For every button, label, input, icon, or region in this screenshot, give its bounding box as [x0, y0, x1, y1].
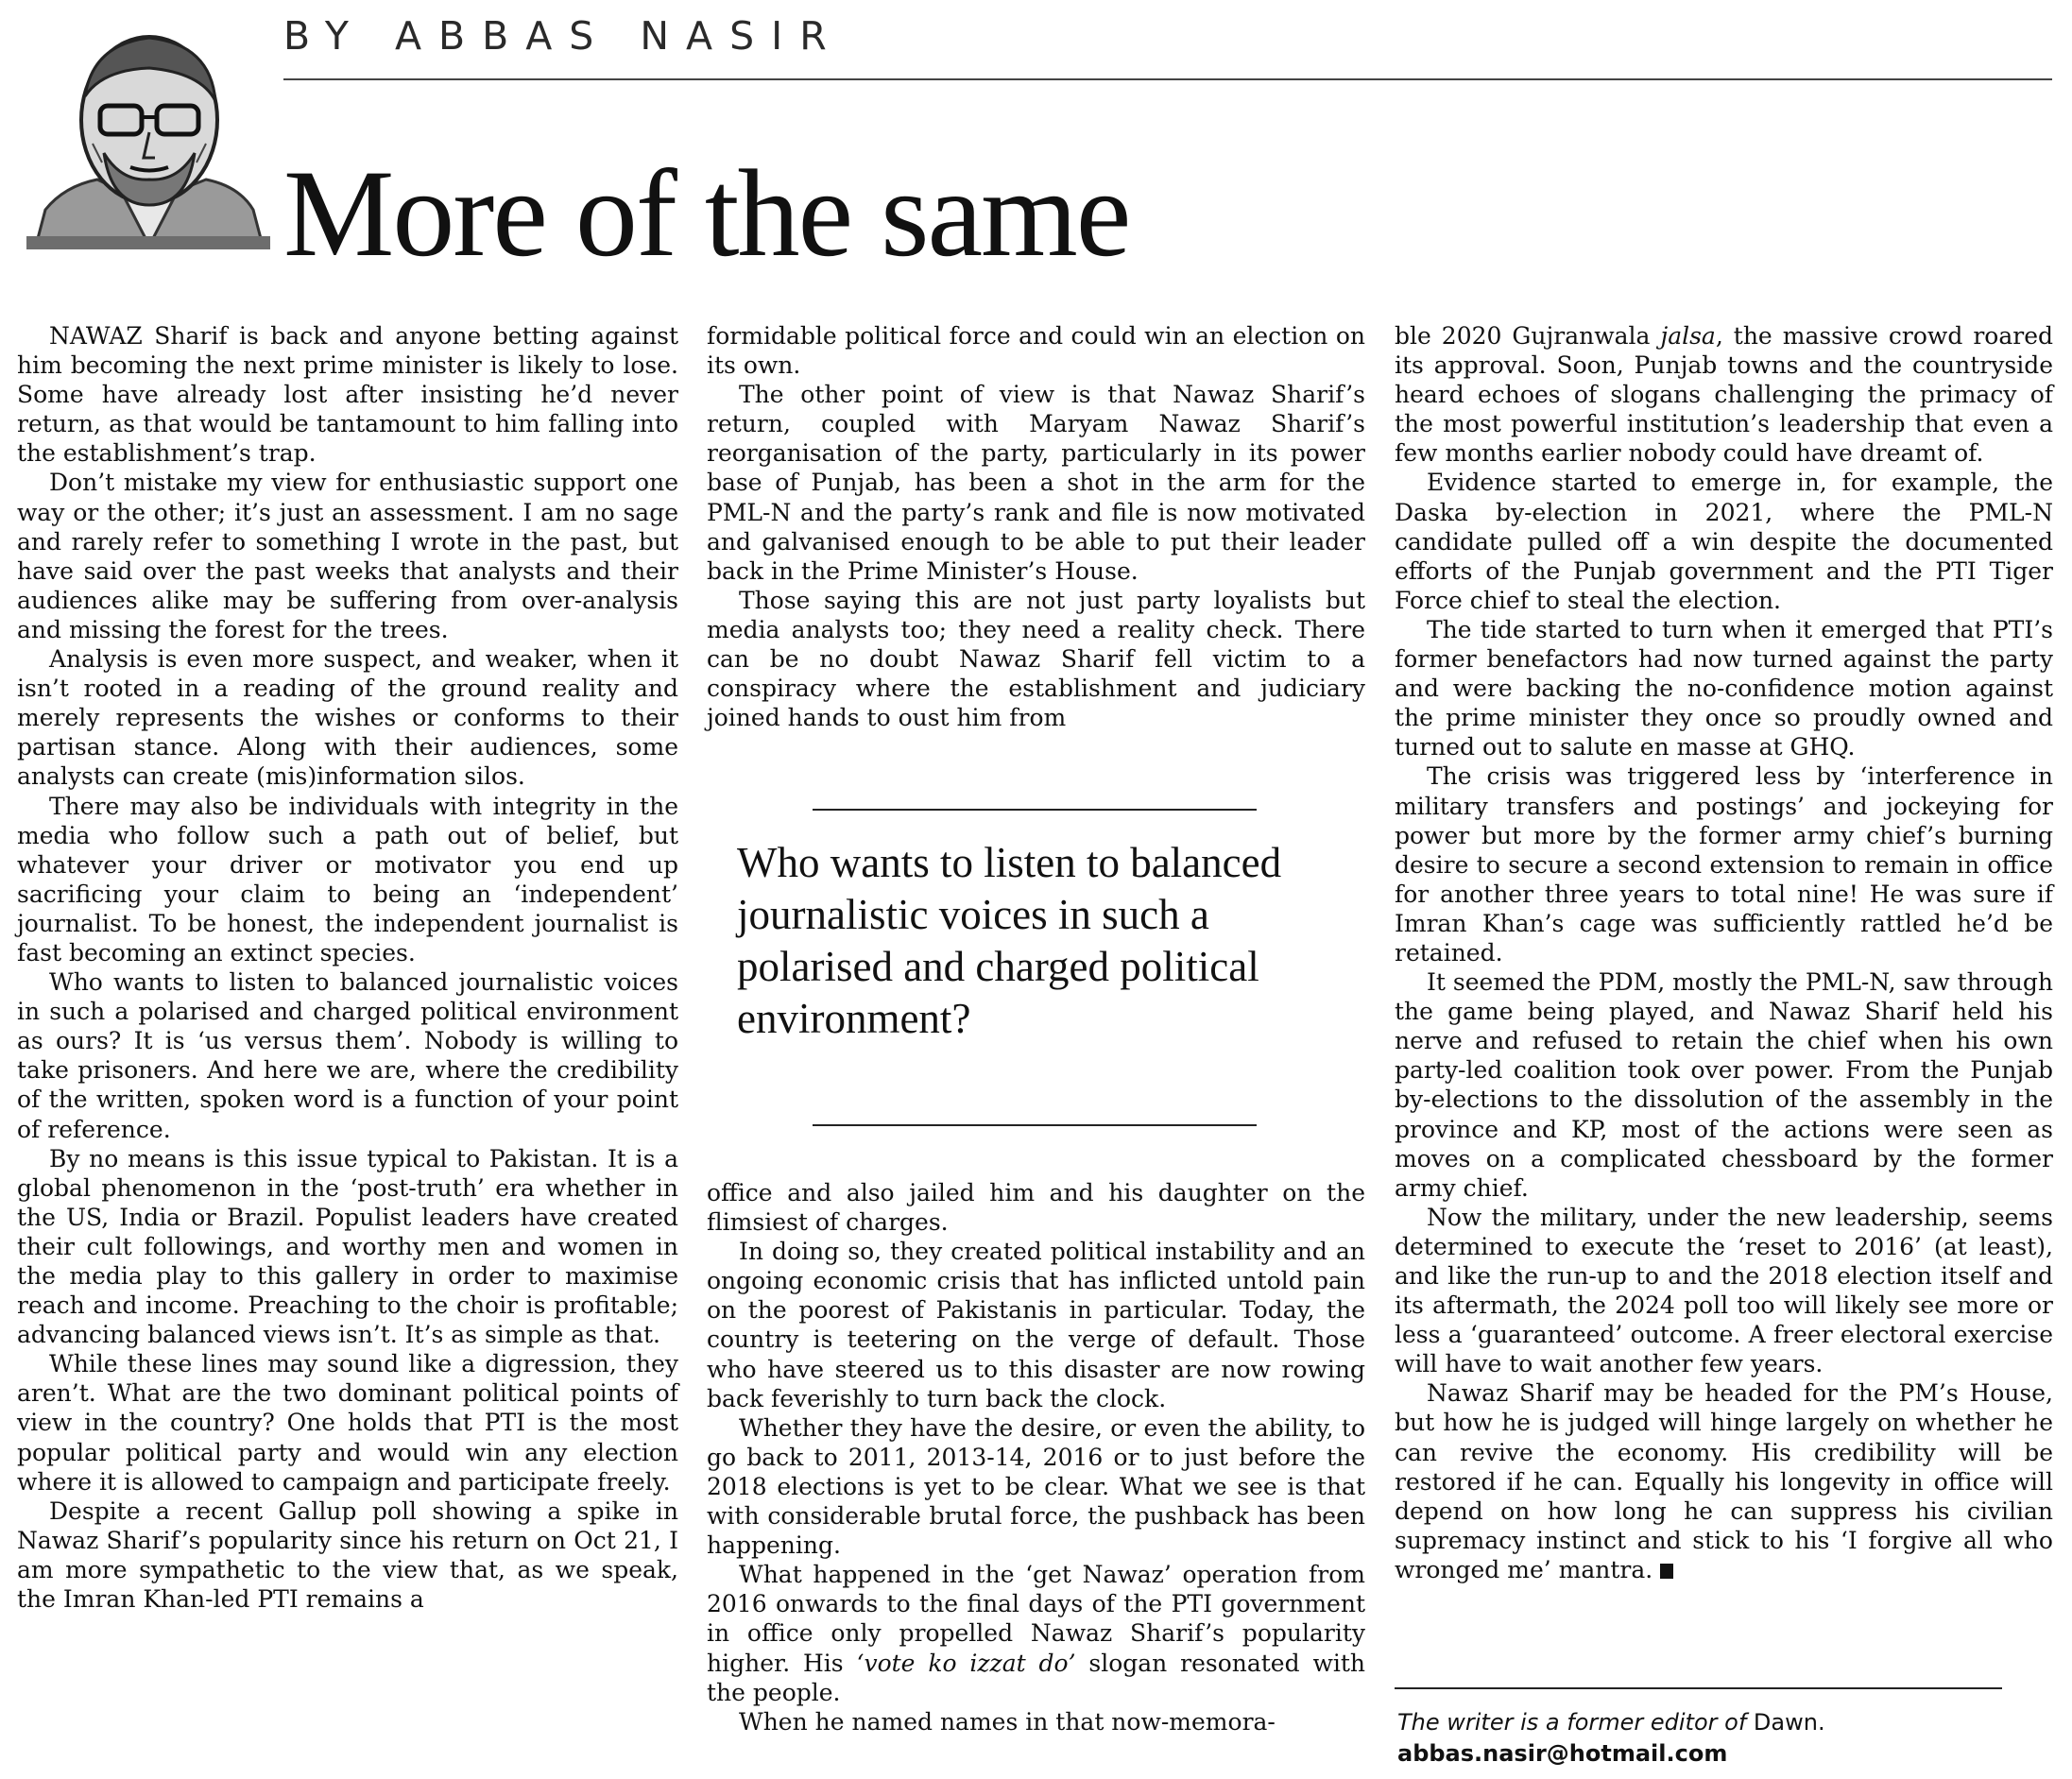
- author-note-period: .: [1817, 1709, 1825, 1736]
- pullquote-rule-top: [813, 809, 1257, 811]
- paragraph: By no means is this issue typical to Pakistan. It is a global phenomenon in the ‘post-truth’ era whether in the US, India or Brazil. Populist leaders have created their cult followings, and worthy men and women in the media play to this gallery in order to maximise reach and income. Preaching to the choir is profitable; advancing balanced views isn’t. It’s as simple as that.: [17, 1144, 678, 1349]
- byline: BY ABBAS NASIR: [283, 13, 844, 59]
- article-column-3: [1395, 321, 2053, 1584]
- pullquote-rule-bottom: [813, 1124, 1257, 1126]
- end-mark-icon: [1660, 1564, 1673, 1579]
- author-email[interactable]: abbas.nasir@hotmail.com: [1397, 1740, 1728, 1767]
- header-rule: [283, 78, 2052, 80]
- paragraph: It seemed the PDM, mostly the PML-N, saw through the game being played, and Nawaz Sharif held his nerve and refused to retain the chief when his own party-led coalition took over power. From the Punjab by-elections to the dissolution of the assembly in the province and KP, most of the actions were seen as moves on a complicated chessboard by the former army chief.: [1395, 968, 2053, 1202]
- paragraph: [1395, 1378, 2053, 1584]
- paragraph: Whether they have the desire, or even the ability, to go back to 2011, 2013-14, 2016 or to just before the 2018 elections is yet to be clear. What we see is that with considerable brutal force, the pushback has been happening.: [707, 1413, 1365, 1560]
- paragraph: [1395, 321, 2053, 468]
- pull-quote: Who wants to listen to balanced journalistic voices in such a polarised and charged political environment?: [737, 839, 1282, 1042]
- text-span: , the massive crowd roared its approval. Soon, Punjab towns and the countryside heard echoes of slogans challenging the primacy of the most powerful institution’s leadership that even a few months earlier nobody could have dreamt of.: [1395, 322, 2053, 468]
- paragraph: office and also jailed him and his daughter on the flimsiest of charges.: [707, 1179, 1365, 1237]
- portrait-underline-bar: [26, 236, 270, 249]
- paragraph: In doing so, they created political instability and an ongoing economic crisis that has inflicted untold pain on the poorest of Pakistanis in particular. Today, the country is teetering on the verge of default. Those who have steered us to this disaster are now rowing back feverishly to turn back the clock.: [707, 1238, 1365, 1412]
- author-footer: [1397, 1707, 1825, 1770]
- paragraph: Analysis is even more suspect, and weaker, when it isn’t rooted in a reading of the ground reality and merely represents the wishes or conforms to their partisan stance. Along with their audiences, some analysts can create (mis)information silos.: [17, 645, 678, 791]
- publication-name: Dawn: [1753, 1709, 1818, 1736]
- paragraph: The other point of view is that Nawaz Sharif’s return, coupled with Maryam Nawaz Sharif’s reorganisation of the party, particularly in its power base of Punjab, has been a shot in the arm for the PML-N and the party’s rank and file is now motivated and galvanised enough to be able to put their leader back in the Prime Minister’s House.: [707, 381, 1365, 585]
- paragraph: There may also be individuals with integrity in the media who follow such a path out of belief, but whatever your driver or motivator you end up sacrificing your claim to being an ‘independent’ journalist. To be honest, the independent journalist is fast becoming an extinct species.: [17, 792, 678, 966]
- article-column-2-top: [707, 321, 1365, 732]
- paragraph: The tide started to turn when it emerged that PTI’s former benefactors had now turned against the party and were backing the no-confidence motion against the prime minister they once so proudly owned and turned out to salute en masse at GHQ.: [1395, 615, 2053, 761]
- author-portrait-sketch: [26, 21, 270, 246]
- article-column-1: [17, 321, 678, 1614]
- text-span: slogan resonated with the people.: [707, 1649, 1366, 1706]
- slogan-italic: ‘vote ko izzat do’: [856, 1649, 1076, 1677]
- paragraph: When he named names in that now-memora-: [739, 1707, 1276, 1736]
- paragraph: While these lines may sound like a digression, they aren’t. What are the two dominant political points of view in the country? One holds that PTI is the most popular political party and would win any election where it is allowed to campaign and participate freely.: [17, 1350, 678, 1496]
- text-span: Nawaz Sharif may be headed for the PM’s House, but how he is judged will hinge largely on whether he can revive the economy. His credibility will be restored if he can. Equally his longevity in office will depend on how long he can suppress his civilian supremacy instinct and stick to his ‘I forgive all who wronged me’ mantra.: [1395, 1379, 2053, 1583]
- paragraph: Evidence started to emerge in, for example, the Daska by-election in 2021, where the PML-N candidate pulled off a win despite the documented efforts of the Punjab government and the PTI Tiger Force chief to steal the election.: [1395, 469, 2053, 614]
- paragraph: formidable political force and could win an election on its own.: [707, 322, 1365, 380]
- paragraph: NAWAZ Sharif is back and anyone betting against him becoming the next prime minister is likely to lose. Some have already lost after insisting he’d never return, as that would be tantamount to him falling into the establishment’s trap.: [17, 322, 678, 468]
- jalsa-italic: jalsa: [1660, 322, 1716, 350]
- text-span: What happened in the ‘get Nawaz’ operation from 2016 onwards to the final days of the PTI government in office only propelled Nawaz Sharif’s popularity higher. His: [707, 1561, 1365, 1677]
- author-note-text: The writer is a former editor of: [1397, 1709, 1754, 1736]
- paragraph: Now the military, under the new leadership, seems determined to execute the ‘reset to 2016’ (at least), and like the run-up to and the 2018 election itself and its aftermath, the 2024 poll too will likely see more or less a ‘guaranteed’ outcome. A freer electoral exercise will have to wait another few years.: [1395, 1203, 2053, 1378]
- footer-rule: [1395, 1687, 2002, 1689]
- paragraph: Who wants to listen to balanced journalistic voices in such a polarised and charged political environment as ours? It is ‘us versus them’. Nobody is willing to take prisoners. And here we are, where the credibility of the written, spoken word is a function of your point of reference.: [17, 968, 678, 1143]
- author-note: [1397, 1707, 1825, 1738]
- paragraph: Don’t mistake my view for enthusiastic support one way or the other; it’s just an assessment. I am no sage and rarely refer to something I wrote in the past, but have said over the past weeks that analysts and their audiences alike may be suffering from over-analysis and missing the forest for the trees.: [17, 469, 678, 643]
- article-column-2-bottom: [707, 1178, 1365, 1736]
- paragraph: Those saying this are not just party loyalists but media analysts too; they need a reality check. There can be no doubt Nawaz Sharif fell victim to a conspiracy where the establishment and judiciary joined hands to oust him from: [707, 586, 1365, 732]
- headline: More of the same: [283, 144, 1130, 282]
- text-span: ble 2020 Gujranwala: [1395, 322, 1661, 350]
- paragraph: Despite a recent Gallup poll showing a spike in Nawaz Sharif’s popularity since his return on Oct 21, I am more sympathetic to the view that, as we speak, the Imran Khan-led PTI remains a: [17, 1497, 678, 1614]
- paragraph: The crisis was triggered less by ‘interference in military transfers and postings’ and jockeying for power but more by the former army chief’s burning desire to secure a second extension to remain in office for another three years to total nine! He was sure if Imran Khan’s cage was sufficiently rattled he’d be retained.: [1395, 762, 2053, 966]
- paragraph: [707, 1560, 1365, 1706]
- author-portrait: [26, 21, 270, 246]
